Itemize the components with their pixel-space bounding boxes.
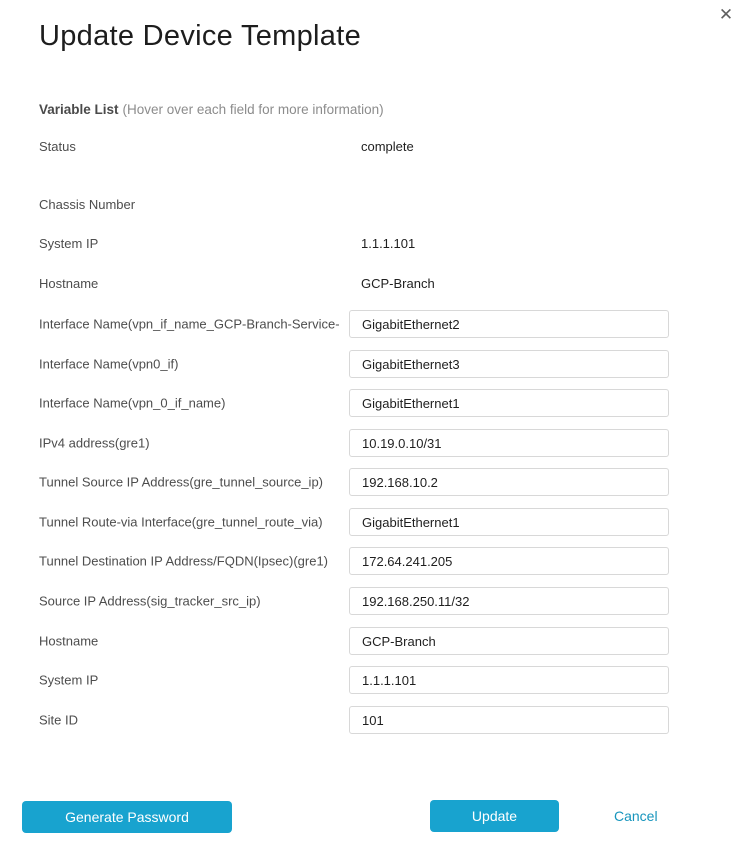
field-row-tunnel-source-ip — [0, 468, 752, 496]
static-row-status — [0, 139, 752, 155]
field-row-interface-name-vpn0-if — [0, 350, 752, 378]
field-row-system-ip — [0, 666, 752, 694]
update-button[interactable]: Update — [430, 800, 559, 832]
static-row-system-ip — [0, 236, 752, 252]
field-row-interface-name-service — [0, 310, 752, 338]
field-label: Source IP Address(sig_tracker_src_ip) — [39, 593, 261, 609]
field-label: Hostname — [39, 276, 99, 291]
field-value: 1.1.1.101 — [361, 236, 416, 251]
field-label: Interface Name(vpn_0_if_name) — [39, 395, 226, 411]
static-row-chassis-number — [0, 197, 752, 213]
page-title: Update Device Template — [39, 20, 362, 52]
field-label: Hostname — [39, 633, 99, 649]
tunnel-destination-ip-input[interactable] — [349, 547, 669, 575]
variable-list-subtitle: (Hover over each field for more information) — [122, 102, 384, 117]
field-label: Tunnel Destination IP Address/FQDN(Ipsec)(gre1) — [39, 553, 329, 569]
field-row-tunnel-destination-ip — [0, 547, 752, 575]
close-icon[interactable]: ✕ — [718, 4, 734, 24]
field-label: System IP — [39, 672, 99, 688]
ipv4-address-gre1-input[interactable] — [349, 429, 669, 457]
field-row-site-id — [0, 706, 752, 734]
field-label: System IP — [39, 236, 99, 251]
cancel-button[interactable]: Cancel — [614, 800, 658, 832]
variable-list-title: Variable List — [39, 102, 119, 117]
interface-name-vpn-0-if-name-input[interactable] — [349, 389, 669, 417]
field-label: IPv4 address(gre1) — [39, 435, 150, 451]
field-row-tunnel-route-via — [0, 508, 752, 536]
field-label: Interface Name(vpn0_if) — [39, 356, 179, 372]
tunnel-route-via-input[interactable] — [349, 508, 669, 536]
field-label: Interface Name(vpn_if_name_GCP-Branch-Service- — [39, 316, 340, 332]
field-label: Tunnel Source IP Address(gre_tunnel_source_ip) — [39, 474, 324, 490]
site-id-input[interactable] — [349, 706, 669, 734]
field-label: Chassis Number — [39, 197, 136, 212]
tunnel-source-ip-input[interactable] — [349, 468, 669, 496]
field-row-source-ip-tracker — [0, 587, 752, 615]
field-label: Tunnel Route-via Interface(gre_tunnel_route_via) — [39, 514, 323, 530]
field-row-ipv4-address-gre1 — [0, 429, 752, 457]
variable-list-header — [39, 102, 384, 117]
generate-password-button[interactable]: Generate Password — [22, 801, 232, 833]
field-row-interface-name-vpn-0-if-name — [0, 389, 752, 417]
static-row-hostname — [0, 276, 752, 292]
system-ip-input[interactable] — [349, 666, 669, 694]
hostname-input[interactable] — [349, 627, 669, 655]
interface-name-service-input[interactable] — [349, 310, 669, 338]
field-value: complete — [361, 139, 414, 154]
interface-name-vpn0-if-input[interactable] — [349, 350, 669, 378]
field-label: Site ID — [39, 712, 79, 728]
field-row-hostname — [0, 627, 752, 655]
field-label: Status — [39, 139, 76, 154]
source-ip-tracker-input[interactable] — [349, 587, 669, 615]
field-value: GCP-Branch — [361, 276, 435, 291]
